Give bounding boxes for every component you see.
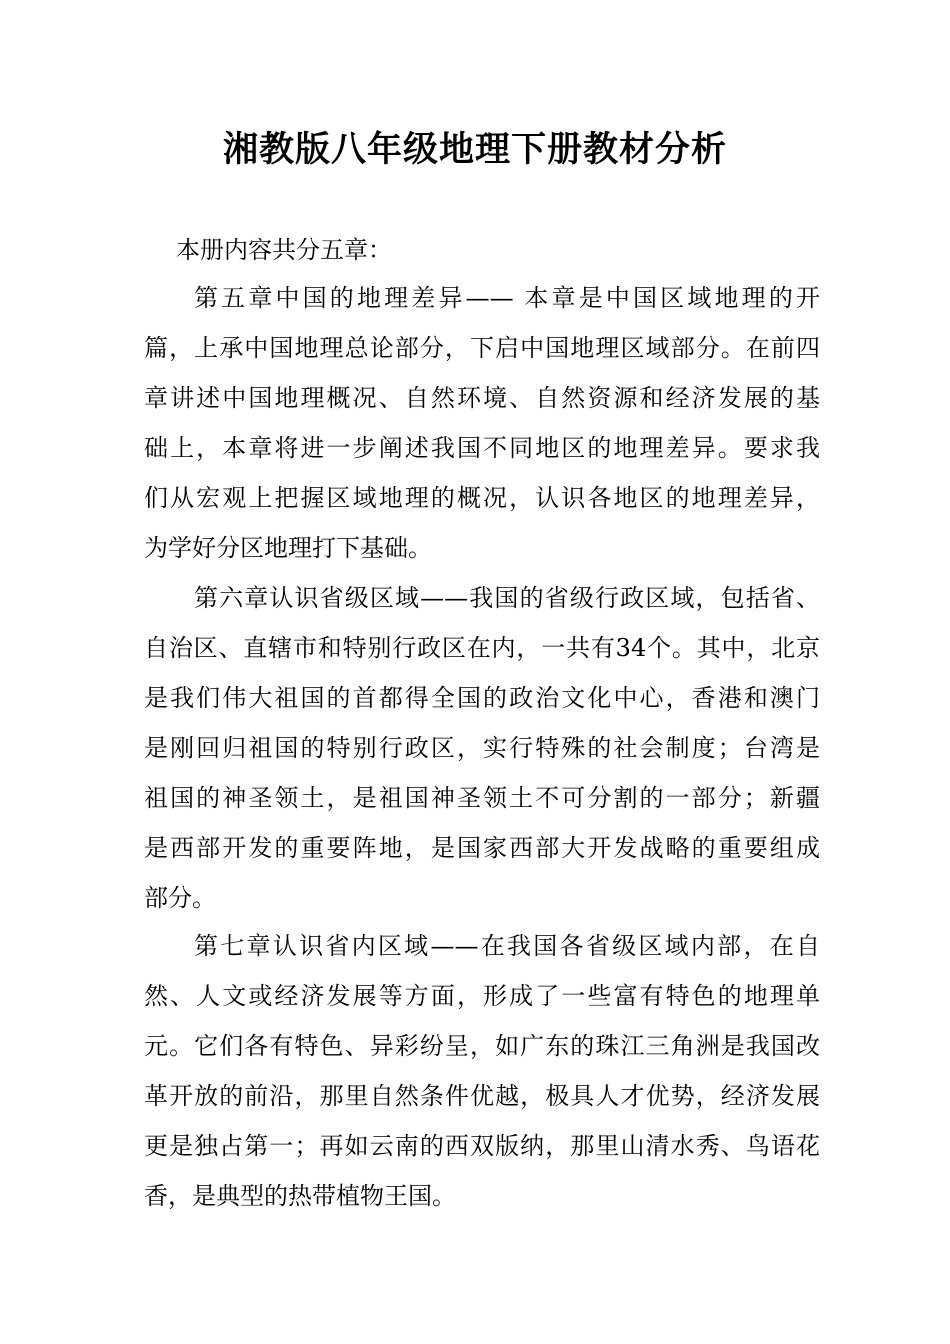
paragraph-chapter-6 [144,573,820,923]
paragraph-line: 香，是典型的热带植物王国。 [144,1182,456,1210]
paragraph-chapter-7 [144,921,820,1221]
paragraph-line: 然、人文或经济发展等方面，形成了一些富有特色的地理单 [144,982,820,1010]
paragraph-line: 础上，本章将进一步阐述我国不同地区的地理差异。要求我 [144,434,820,462]
paragraph-line: 们从宏观上把握区域地理的概况，认识各地区的地理差异， [144,484,820,512]
paragraph-line: 第六章认识省级区域——我国的省级行政区域，包括省、 [194,584,820,612]
paragraph-line: 是我们伟大祖国的首都得全国的政治文化中心，香港和澳门 [144,684,820,712]
paragraph-line: 第七章认识省内区域——在我国各省级区域内部，在自 [194,932,820,960]
paragraph-line: 自治区、直辖市和特别行政区在内，一共有34个。其中，北京 [144,634,820,662]
paragraph-line: 是刚回归祖国的特别行政区，实行特殊的社会制度；台湾是 [144,734,820,762]
paragraph-line: 部分。 [144,884,216,912]
page-title: 湘教版八年级地理下册教材分析 [222,129,727,170]
paragraph-line: 祖国的神圣领土，是祖国神圣领土不可分割的一部分；新疆 [144,784,820,812]
paragraph-line: 章讲述中国地理概况、自然环境、自然资源和经济发展的基 [144,384,820,412]
paragraph-line: 元。它们各有特色、异彩纷呈，如广东的珠江三角洲是我国改 [144,1032,820,1060]
paragraph-line: 更是独占第一；再如云南的西双版纳，那里山清水秀、鸟语花 [144,1132,820,1160]
paragraph-line: 革开放的前沿，那里自然条件优越，极具人才优势，经济发展 [144,1082,820,1110]
intro-text: 本册内容共分五章： [176,236,392,264]
paragraph-line: 篇，上承中国地理总论部分，下启中国地理区域部分。在前四 [144,334,820,362]
paragraph-line: 为学好分区地理打下基础。 [144,534,432,562]
paragraph-line: 第五章中国的地理差异—— 本章是中国区域地理的开 [194,284,820,312]
paragraph-chapter-5 [144,273,820,573]
paragraph-line: 是西部开发的重要阵地，是国家西部大开发战略的重要组成 [144,834,820,862]
